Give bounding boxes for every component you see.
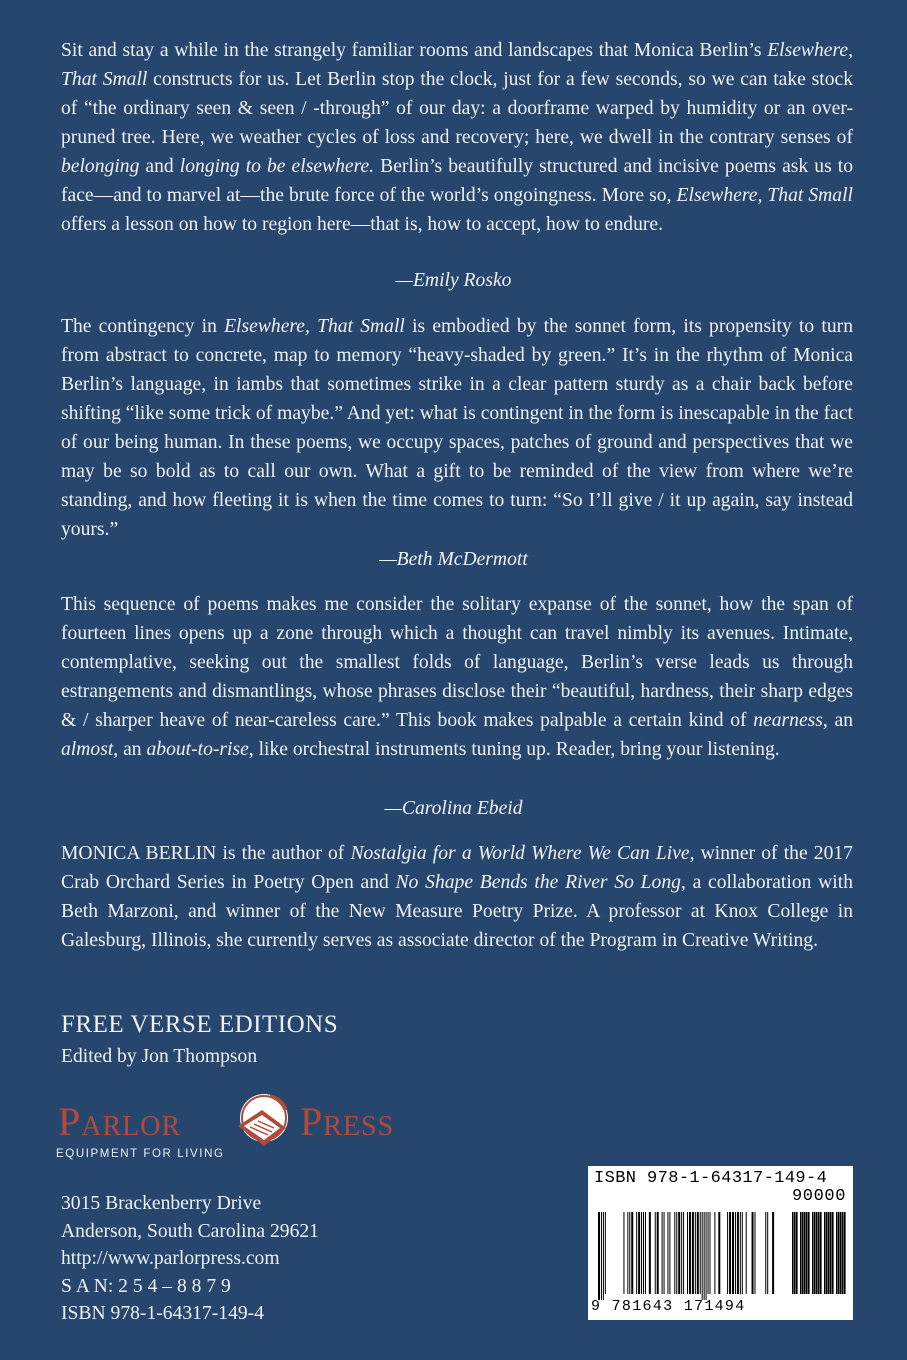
barcode-bar (737, 1212, 739, 1294)
barcode-bar (706, 1212, 707, 1300)
barcode-bar (704, 1212, 705, 1300)
barcode-bar (796, 1212, 798, 1294)
italic-text: longing to be elsewhere. (179, 156, 375, 177)
barcode-bar (727, 1212, 728, 1294)
barcode-bar (603, 1212, 604, 1300)
italic-text: Elsewhere, That Small (224, 316, 405, 337)
barcode-bar (655, 1212, 656, 1294)
barcode-bar (695, 1212, 696, 1294)
barcode-bar (752, 1212, 754, 1294)
barcode-bar (802, 1212, 804, 1294)
text-run: Berlin’s beautifully structured and incisive poems ask us to face—and to marvel at—the brute force of the world’s ongoingness. More so, (61, 156, 854, 206)
barcode-bar (641, 1212, 642, 1294)
barcode-ean-digits: 9 781643 171494 (591, 1298, 746, 1315)
barcode-bar (645, 1212, 646, 1294)
blurb-beth-mcdermott (61, 312, 853, 544)
text-run: , like orchestral instruments tuning up. Reader, bring your listening. (248, 739, 780, 760)
italic-text: about-to-rise (146, 739, 249, 760)
barcode-bar (664, 1212, 665, 1294)
author-bio (61, 839, 853, 955)
barcode-bar (830, 1212, 832, 1294)
barcode-bar (676, 1212, 677, 1294)
italic-text: Elsewhere, That Small (676, 185, 853, 206)
press-emblem-icon (224, 1088, 296, 1154)
barcode-bar (816, 1212, 818, 1294)
text-run: MONICA BERLIN is the author of (61, 843, 351, 864)
barcode-bar (687, 1212, 688, 1294)
barcode-bar (765, 1212, 766, 1294)
barcode-bar (824, 1212, 826, 1294)
logo-word-parlor: Parlor (58, 1099, 182, 1144)
barcode-bar (812, 1212, 814, 1294)
italic-text: almost (61, 739, 114, 760)
address-street: 3015 Brackenberry Drive (61, 1193, 262, 1214)
barcode-bar (842, 1212, 844, 1294)
barcode-bar (836, 1212, 838, 1294)
blurb-carolina-ebeid (61, 590, 853, 764)
italic-text: Nostalgia for a World Where We Can Live (350, 843, 690, 864)
barcode-bar (683, 1212, 684, 1294)
address-city: Anderson, South Carolina 29621 (61, 1220, 319, 1242)
barcode-bar (605, 1212, 606, 1294)
barcode-bar (844, 1212, 846, 1294)
barcode-bar (662, 1212, 663, 1294)
barcode-bar (700, 1212, 701, 1294)
barcode-bar (806, 1212, 808, 1294)
barcode-bar (767, 1212, 768, 1294)
text-run: constructs for us. Let Berlin stop the clock, just for a few seconds, so we can take stock of “the ordinary seen & seen / -through” of our day: a doorframe warped by humidity or an over-pruned tree. Here, we weather cycles of loss and recovery; here, we dwell in the contrary senses of (61, 69, 853, 148)
barcode-bar (714, 1212, 715, 1294)
barcode-bar (623, 1212, 624, 1294)
barcode-bar (828, 1212, 830, 1294)
italic-text: belonging (61, 156, 140, 177)
barcode-bar (794, 1212, 796, 1294)
text-run: , an (113, 739, 147, 760)
italic-text: No Shape Bends the River So Long (395, 872, 681, 893)
barcode-bar (820, 1212, 822, 1294)
text-run: This sequence of poems makes me consider the solitary expanse of the sonnet, how the span of fourteen lines opens up a zone through which a thought can travel nimbly its avenues. Intimate, contemplative, seeking out the smallest folds of language, Berlin’s verse leads us through estrangements and dismantlings, whose phrases disclose their “beautiful, hardness, their sharp edges & / sharper heave of near-careless care.” This book makes palpable a certain kind of (61, 594, 853, 731)
barcode-bar (697, 1212, 699, 1294)
barcode-bar (735, 1212, 736, 1294)
barcode-bar (681, 1212, 682, 1294)
barcode-bar (804, 1212, 806, 1294)
attribution-emily-rosko: —Emily Rosko (395, 270, 512, 291)
text-run: , an (822, 710, 854, 731)
barcode-bar (710, 1212, 711, 1294)
isbn-barcode (588, 1166, 853, 1320)
barcode-bar (601, 1212, 602, 1300)
barcode-bar (631, 1212, 633, 1294)
barcode-bar (772, 1212, 774, 1294)
barcode-bar (742, 1212, 743, 1294)
barcode-bar (818, 1212, 820, 1294)
barcode-bar (702, 1212, 703, 1300)
barcode-bar (627, 1212, 628, 1294)
parlor-press-logo (56, 1086, 426, 1166)
text-run: and (139, 156, 180, 177)
barcode-bar (657, 1212, 659, 1294)
barcode-bar (814, 1212, 816, 1294)
text-run: offers a lesson on how to region here—that is, how to accept, how to endure. (61, 214, 663, 235)
barcode-bar (792, 1212, 794, 1294)
barcode-bar (643, 1212, 644, 1294)
logo-tagline: EQUIPMENT FOR LIVING (56, 1148, 225, 1160)
barcode-bar (840, 1212, 842, 1294)
barcode-bar (674, 1212, 675, 1294)
barcode-bar (669, 1212, 670, 1294)
barcode-bar (718, 1212, 720, 1294)
barcode-bar (678, 1212, 680, 1294)
barcode-bar (638, 1212, 640, 1294)
barcode-bar (740, 1212, 741, 1294)
barcode-bar (629, 1212, 630, 1294)
barcode-bar (667, 1212, 668, 1294)
series-title: FREE VERSE EDITIONS (61, 1011, 339, 1038)
text-run: The contingency in (61, 316, 225, 337)
barcode-price-code: 90000 (792, 1187, 847, 1206)
publisher-isbn: ISBN 978-1-64317-149-4 (61, 1303, 264, 1324)
barcode-bar (826, 1212, 828, 1294)
text-run: Sit and stay a while in the strangely familiar rooms and landscapes that Monica Berlin’s (61, 40, 768, 61)
barcode-bar (692, 1212, 694, 1294)
barcode-bar (808, 1212, 810, 1294)
barcode-bar (732, 1212, 734, 1294)
series-editor: Edited by Jon Thompson (61, 1046, 258, 1067)
barcode-bar (832, 1212, 834, 1294)
blurb-emily-rosko (61, 36, 853, 239)
text-run: is embodied by the sonnet form, its propensity to turn from abstract to concrete, map to memory “heavy-shaded by green.” It’s in the rhythm of Monica Berlin’s language, in iambs that sometimes strike in a clear pattern sturdy as a chair back before shifting “like some trick of maybe.” And yet: what is contingent in the form is inescapable in the fact of our being human. In these poems, we occupy spaces, patches of ground and perspectives that we may be so bold as to call our own. What a gift to be reminded of the view from where we’re standing, and how fleeting it is when the time comes to turn: “So I’ll give / it up again, say instead yours.” (61, 316, 853, 540)
italic-text: Elsewhere, That Small (61, 40, 853, 90)
barcode-bar (649, 1212, 651, 1294)
barcode-isbn-text: ISBN 978-1-64317-149-4 (594, 1169, 828, 1188)
attribution-beth-mcdermott: —Beth McDermott (379, 549, 528, 570)
publisher-address (61, 1190, 319, 1328)
barcode-bar (689, 1212, 691, 1294)
text-run: , winner of the 2017 Crab Orchard Series in Poetry Open and (61, 843, 853, 893)
barcode-bar (755, 1212, 756, 1294)
barcode-bar (708, 1212, 709, 1294)
italic-text: nearness (753, 710, 823, 731)
text-run: , a collaboration with Beth Marzoni, and winner of the New Measure Poetry Prize. A professor at Knox College in Galesburg, Illinois, she currently serves as associate director of the Program in Creative Writing. (61, 872, 853, 951)
publisher-website: http://www.parlorpress.com (61, 1248, 280, 1269)
publisher-san: S A N: 2 5 4 – 8 8 7 9 (61, 1275, 231, 1297)
attribution-carolina-ebeid: —Carolina Ebeid (384, 798, 523, 819)
logo-word-press: Press (300, 1099, 395, 1144)
barcode-bar (800, 1212, 802, 1294)
barcode-bar (729, 1212, 731, 1294)
barcode-bar (838, 1212, 840, 1294)
barcode-bar (746, 1212, 747, 1294)
barcode-bar (636, 1212, 637, 1294)
barcode-bar (598, 1212, 600, 1300)
